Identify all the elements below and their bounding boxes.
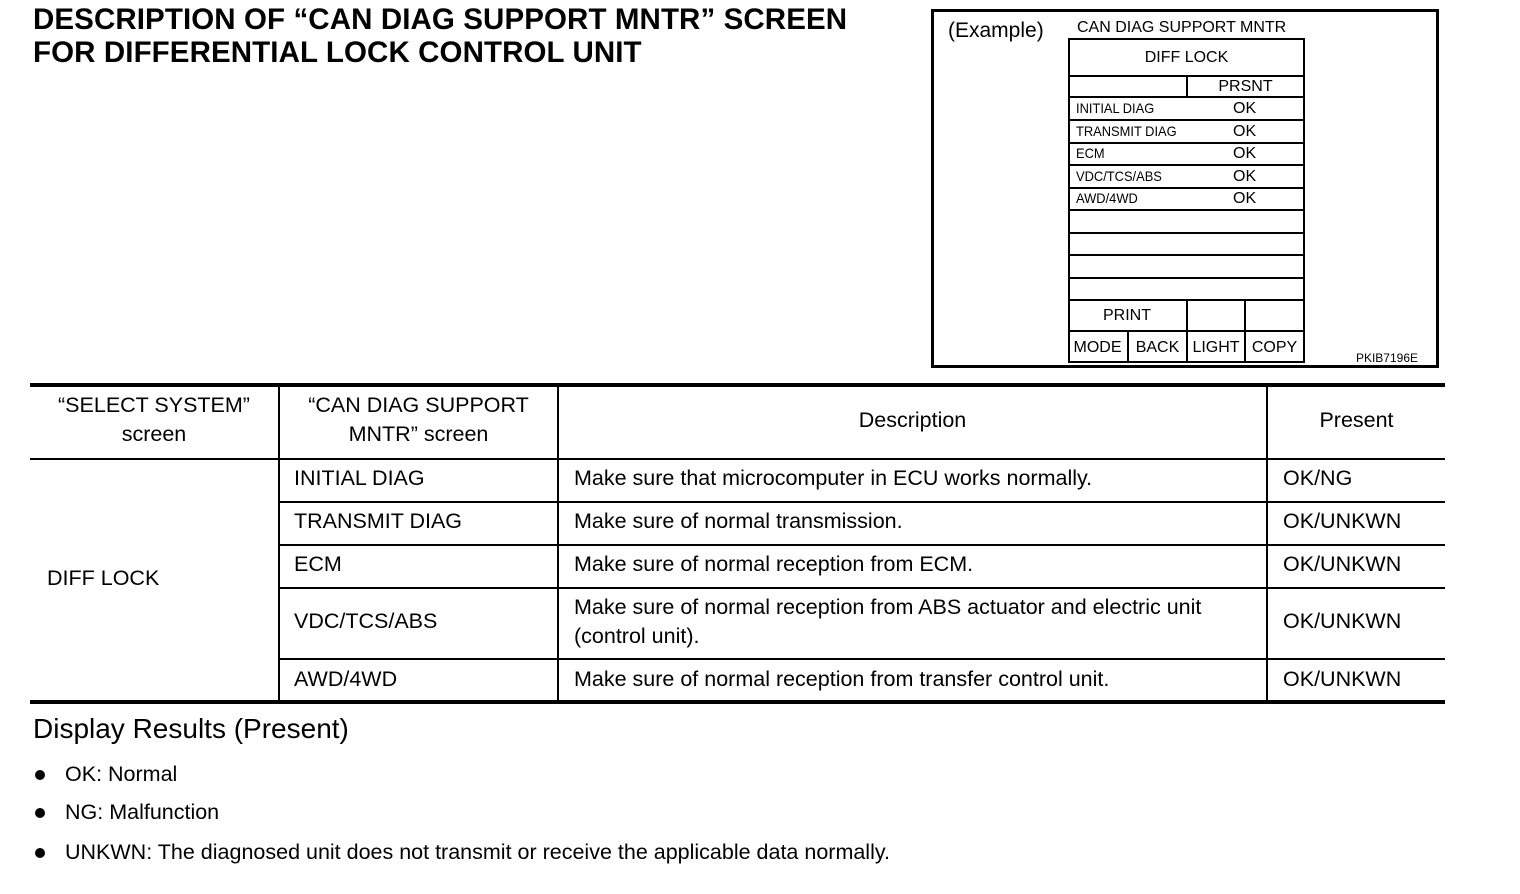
- header-can-diag: [280, 391, 557, 449]
- example-row-item: ECM: [1076, 145, 1105, 161]
- screen-divider: [1068, 254, 1305, 256]
- row-item: TRANSMIT DIAG: [294, 509, 463, 533]
- header-text: screen: [121, 422, 187, 446]
- row-item: INITIAL DIAG: [294, 466, 425, 490]
- results-title: Display Results (Present): [33, 713, 349, 744]
- screen-divider: [1068, 277, 1305, 279]
- row-present: OK/UNKWN: [1283, 667, 1402, 691]
- screen-divider: [1068, 361, 1305, 363]
- row-item: AWD/4WD: [294, 667, 398, 691]
- header-text: “CAN DIAG SUPPORT: [308, 393, 529, 417]
- page-title-line-1: DESCRIPTION OF “CAN DIAG SUPPORT MNTR” SCREEN: [33, 3, 848, 36]
- table-rule: [279, 501, 1445, 503]
- screen-divider: [1068, 164, 1305, 166]
- example-screen-title: CAN DIAG SUPPORT MNTR: [1077, 19, 1287, 36]
- example-row-value: OK: [1233, 123, 1257, 140]
- example-system: DIFF LOCK: [1144, 49, 1229, 66]
- screen-divider: [1068, 96, 1305, 98]
- light-button[interactable]: LIGHT: [1192, 339, 1240, 356]
- page-title-line-2: FOR DIFFERENTIAL LOCK CONTROL UNIT: [33, 36, 642, 69]
- screen-divider: [1068, 330, 1305, 332]
- row-present: OK/UNKWN: [1283, 552, 1402, 576]
- table-rule: [30, 383, 1445, 387]
- row-description: Make sure that microcomputer in ECU works normally.: [574, 466, 1093, 490]
- header-description: Description: [858, 408, 967, 432]
- screen-divider: [1068, 119, 1305, 121]
- table-rule: [30, 458, 1445, 460]
- mode-button[interactable]: MODE: [1073, 339, 1122, 356]
- bullet-icon: [35, 770, 45, 780]
- copy-button[interactable]: COPY: [1251, 339, 1298, 356]
- row-description: [574, 593, 1201, 651]
- bullet-icon: [35, 848, 45, 858]
- list-item-text: UNKWN: The diagnosed unit does not transmit or receive the applicable data normally.: [65, 840, 890, 864]
- screen-divider: [1068, 232, 1305, 234]
- example-row-item: VDC/TCS/ABS: [1076, 168, 1162, 184]
- list-item-text: NG: Malfunction: [65, 800, 220, 824]
- row-description: Make sure of normal reception from ECM.: [574, 552, 974, 576]
- table-rule: [279, 544, 1445, 546]
- example-column-header: PRSNT: [1218, 78, 1273, 95]
- figure-code: PKIB7196E: [1355, 351, 1418, 365]
- row-item: ECM: [294, 552, 342, 576]
- example-row-value: OK: [1233, 100, 1257, 117]
- header-select-system: [30, 391, 278, 449]
- table-rule: [279, 587, 1445, 589]
- header-text: “SELECT SYSTEM”: [58, 393, 250, 417]
- table-rule: [279, 658, 1445, 660]
- row-description: Make sure of normal transmission.: [574, 509, 903, 533]
- row-description: Make sure of normal reception from transfer control unit.: [574, 667, 1110, 691]
- row-present: OK/UNKWN: [1283, 609, 1402, 633]
- screen-divider: [1068, 209, 1305, 211]
- example-row-item: INITIAL DIAG: [1076, 100, 1155, 116]
- example-row-value: OK: [1233, 145, 1257, 162]
- row-description-line: (control unit).: [574, 624, 700, 648]
- list-item-text: OK: Normal: [65, 762, 178, 786]
- page-title: [33, 3, 923, 69]
- row-present: OK/UNKWN: [1283, 509, 1402, 533]
- example-row-value: OK: [1233, 168, 1257, 185]
- table-rule: [30, 700, 1445, 704]
- screen-divider: [1068, 38, 1305, 40]
- screen-border-right: [1303, 40, 1305, 363]
- print-button[interactable]: PRINT: [1103, 307, 1151, 324]
- header-present: Present: [1319, 408, 1394, 432]
- row-description-line: Make sure of normal reception from ABS actuator and electric unit: [574, 595, 1202, 619]
- row-present: OK/NG: [1283, 466, 1353, 490]
- back-button[interactable]: BACK: [1135, 339, 1180, 356]
- header-text: MNTR” screen: [348, 422, 489, 446]
- system-cell: DIFF LOCK: [47, 566, 160, 590]
- example-row-value: OK: [1233, 190, 1257, 207]
- row-item: VDC/TCS/ABS: [294, 609, 438, 633]
- example-row-item: AWD/4WD: [1076, 190, 1138, 206]
- example-row-item: TRANSMIT DIAG: [1076, 123, 1177, 139]
- bullet-icon: [35, 808, 45, 818]
- example-label: (Example): [948, 19, 1044, 42]
